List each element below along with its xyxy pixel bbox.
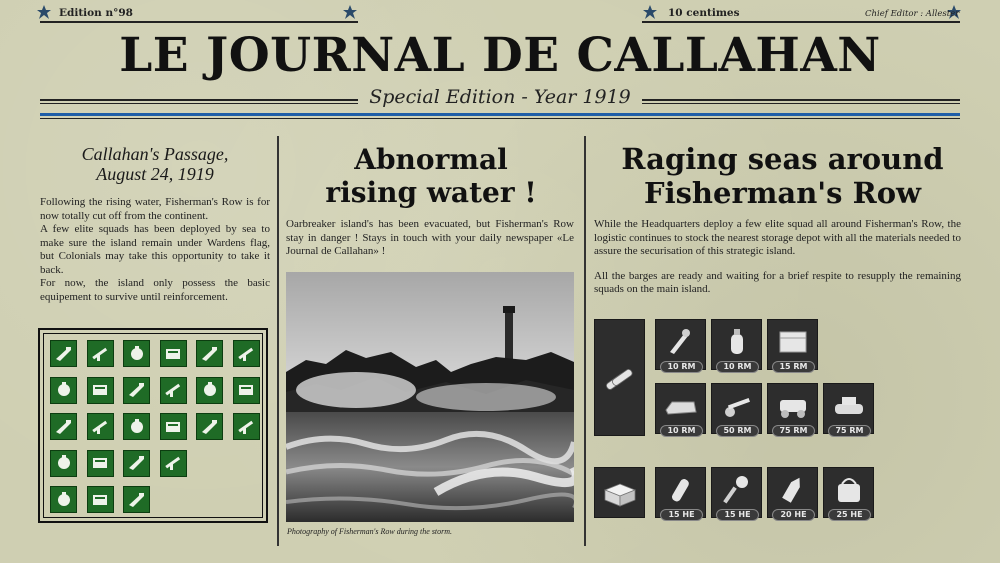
pistol-icon (50, 340, 77, 367)
fire-extinguisher-icon (718, 324, 756, 358)
cost-label: 75 RM (828, 425, 871, 437)
right-article (594, 218, 961, 297)
gas-mask-icon (123, 377, 150, 404)
bundle-icon (662, 324, 700, 358)
sandbag-icon (196, 413, 223, 440)
headline-line: rising water ! (325, 176, 537, 209)
star-icon (342, 4, 358, 20)
dateline-date: August 24, 1919 (96, 164, 214, 184)
photo-caption: Photography of Fisherman's Row during the storm. (287, 527, 453, 536)
field-gun-icon (718, 388, 756, 422)
cost-label: 10 RM (660, 361, 703, 373)
landing-craft-supply (655, 383, 706, 434)
paragraph: For now, the island only possess the basic equipement to survive until reinforcement. (40, 277, 270, 303)
bomb-icon (123, 486, 150, 513)
cost-label: 50 RM (716, 425, 759, 437)
hedgehog-icon (87, 413, 114, 440)
headline-line: Fisherman's Row (643, 176, 921, 210)
storm-photo (286, 272, 574, 522)
shell-supply (655, 467, 706, 518)
crate-supply (767, 319, 818, 370)
column-divider (277, 136, 279, 546)
artillery-shell-icon (774, 472, 812, 506)
headline-line: Abnormal (354, 143, 508, 176)
chief-editor: Chief Editor : Allester (865, 9, 960, 19)
pipes-icon (601, 360, 639, 394)
ammo-box-icon (87, 450, 114, 477)
middle-article: Oarbreaker island's has been evacuated, but Fisherman's Row stay in danger ! Stays in touch with your daily newspaper «Le Journal de Callahan» ! (286, 218, 574, 257)
tank-icon (830, 388, 868, 422)
cost-label: 75 RM (772, 425, 815, 437)
wrench-icon (50, 413, 77, 440)
star-icon (36, 4, 52, 20)
edition-number: Edition n°98 (59, 7, 133, 19)
pipes-item (594, 319, 645, 436)
headline-line: Raging seas around (621, 142, 944, 176)
storm-scene-image (286, 272, 574, 522)
bundle-supply (655, 319, 706, 370)
dateline-place: Callahan's Passage, (81, 144, 229, 164)
armored-car-supply (767, 383, 818, 434)
top-rule-left (40, 21, 358, 23)
star-icon (642, 4, 658, 20)
edition-subtitle: Special Edition - Year 1919 (369, 86, 631, 108)
bandage-icon (196, 377, 223, 404)
price: 10 centimes (668, 7, 740, 19)
tripod-icon (160, 450, 187, 477)
assault-rifle-icon (123, 340, 150, 367)
column-divider (584, 136, 586, 546)
satchel-supply (823, 467, 874, 518)
armored-car-icon (774, 388, 812, 422)
weapons-panel (38, 328, 268, 523)
accent-rule (40, 113, 960, 116)
left-article (40, 196, 270, 304)
bayonet-icon (233, 377, 260, 404)
top-rule-right (642, 21, 960, 23)
middle-headline (286, 143, 576, 209)
accent-rule-thin (40, 118, 960, 119)
cost-label: 15 RM (772, 361, 815, 373)
paragraph: All the barges are ready and waiting for a brief respite to resupply the remaining squads on the main island. (594, 269, 961, 295)
cost-label: 15 HE (660, 509, 703, 521)
rifle-icon (87, 340, 114, 367)
barbed-wire-icon (233, 413, 260, 440)
tank-supply (823, 383, 874, 434)
tent-icon (123, 450, 150, 477)
sticky-bomb-icon (718, 472, 756, 506)
radio-icon (160, 413, 187, 440)
binoculars-icon (160, 377, 187, 404)
fire-extinguisher-supply (711, 319, 762, 370)
paragraph: While the Headquarters deploy a few elite squad all around Fisherman's Row, the logistic continues to stock the nearest storage depot with all the materials needed to assure the securisation of this strategic island. (594, 218, 961, 257)
sniper-rifle-icon (160, 340, 187, 367)
cost-label: 15 HE (716, 509, 759, 521)
newspaper-title: LE JOURNAL DE CALLAHAN (119, 28, 881, 83)
crate-icon (774, 324, 812, 358)
landing-craft-icon (662, 388, 700, 422)
cost-label: 20 HE (772, 509, 815, 521)
machine-gun-icon (233, 340, 260, 367)
mortar-icon (87, 486, 114, 513)
cost-label: 25 HE (828, 509, 871, 521)
cost-label: 10 RM (716, 361, 759, 373)
satchel-icon (830, 472, 868, 506)
supply-box-item (594, 467, 645, 518)
dateline (40, 144, 270, 184)
right-headline (595, 142, 970, 210)
paragraph: A few elite squads has been deployed by sea to make sure the island remain under Wardens flag, but Colonials may take this opportunity to take it back. (40, 223, 270, 276)
shovel-icon (123, 413, 150, 440)
field-gun-supply (711, 383, 762, 434)
knife-icon (50, 377, 77, 404)
smg-icon (196, 340, 223, 367)
weapons-grid (43, 333, 263, 518)
first-aid-icon (50, 450, 77, 477)
shell-icon (662, 472, 700, 506)
frag-grenade-icon (50, 486, 77, 513)
artillery-shell-supply (767, 467, 818, 518)
paragraph: Following the rising water, Fisherman's Row is for now totally cut off from the continent. (40, 196, 270, 222)
cost-label: 10 RM (660, 425, 703, 437)
sticky-bomb-supply (711, 467, 762, 518)
supply-box-icon (601, 476, 639, 510)
grenade-launcher-icon (87, 377, 114, 404)
